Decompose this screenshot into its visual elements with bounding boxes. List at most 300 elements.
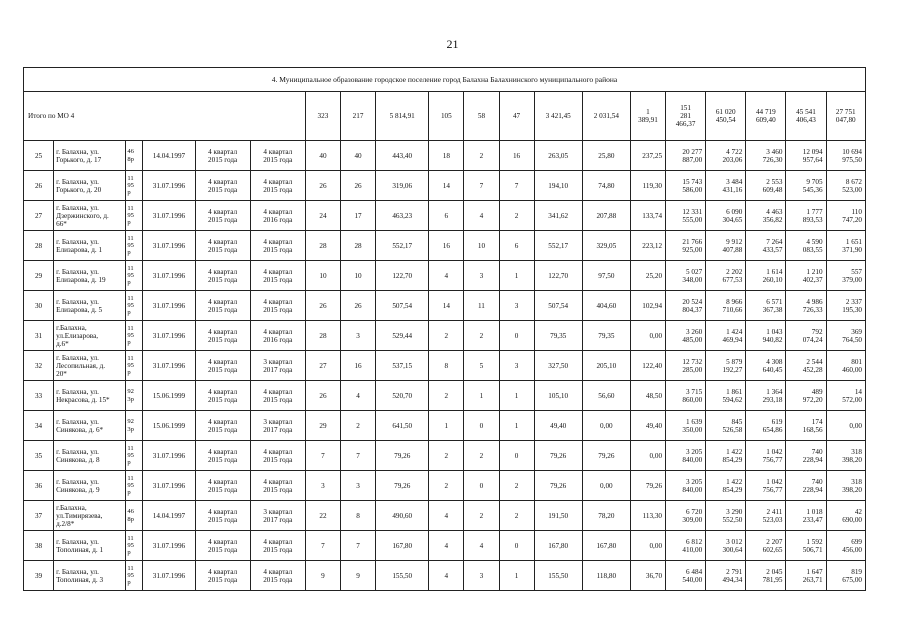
amount-cell bbox=[706, 351, 746, 381]
value-cell: 11 bbox=[464, 291, 499, 321]
amount-cell-line: 1 592 bbox=[806, 537, 823, 546]
amount-cell-line: 557 bbox=[851, 267, 862, 276]
actual-date-cell-line: 4 квартал bbox=[263, 207, 293, 216]
area-cell: 56,60 bbox=[582, 381, 630, 411]
area-cell: 79,26 bbox=[630, 471, 665, 501]
area-cell: 329,05 bbox=[582, 231, 630, 261]
document-cell-line: 11 bbox=[127, 294, 134, 302]
value-cell: 7 bbox=[499, 171, 534, 201]
amount-cell bbox=[746, 471, 786, 501]
amount-cell-line: 263,71 bbox=[802, 575, 823, 584]
document-cell bbox=[126, 531, 143, 561]
amount-cell-line: 506,71 bbox=[802, 545, 823, 554]
amount-cell-line: 747,20 bbox=[842, 215, 862, 224]
amount-cell bbox=[666, 231, 706, 261]
area-cell: 49,40 bbox=[630, 411, 665, 441]
value-cell: 9 bbox=[305, 561, 340, 591]
document-cell-line: 46 bbox=[127, 148, 134, 156]
document-cell-line: 95 bbox=[127, 241, 134, 249]
amount-cell-line: 3 205 bbox=[685, 477, 703, 486]
amount-cell-line: 5 879 bbox=[726, 357, 743, 366]
planned-date-cell bbox=[195, 291, 250, 321]
amount-cell bbox=[706, 411, 746, 441]
amount-cell bbox=[666, 531, 706, 561]
planned-date-cell bbox=[195, 351, 250, 381]
date-cell: 31.07.1996 bbox=[143, 531, 195, 561]
amount-cell-line: 1 042 bbox=[766, 447, 783, 456]
area-cell: 263,05 bbox=[534, 141, 582, 171]
amount-cell-line: 1 018 bbox=[806, 507, 823, 516]
area-cell: 79,26 bbox=[376, 471, 429, 501]
actual-date-cell-line: 2015 года bbox=[263, 155, 293, 164]
document-cell-line: р bbox=[127, 249, 131, 257]
amount-cell bbox=[666, 471, 706, 501]
value-cell: 1 bbox=[499, 561, 534, 591]
actual-date-cell bbox=[250, 441, 305, 471]
value-cell: 5 bbox=[464, 351, 499, 381]
row-number: 34 bbox=[24, 411, 54, 441]
planned-date-cell-line: 2015 года bbox=[208, 515, 238, 524]
amount-cell-line: 1 861 bbox=[726, 387, 743, 396]
planned-date-cell-line: 2015 года bbox=[208, 455, 238, 464]
date-cell: 31.07.1996 bbox=[143, 471, 195, 501]
actual-date-cell-line: 4 квартал bbox=[263, 327, 293, 336]
value-cell: 7 bbox=[305, 441, 340, 471]
area-cell: 0,00 bbox=[630, 441, 665, 471]
amount-cell bbox=[666, 291, 706, 321]
area-cell: 0,00 bbox=[582, 411, 630, 441]
table-row bbox=[24, 531, 866, 561]
total-cell-line: 450,54 bbox=[715, 116, 736, 124]
row-number: 29 bbox=[24, 261, 54, 291]
actual-date-cell-line: 2015 года bbox=[263, 305, 293, 314]
amount-cell-line: 4 722 bbox=[726, 147, 743, 156]
value-cell: 0 bbox=[464, 411, 499, 441]
amount-cell bbox=[706, 291, 746, 321]
address-cell-line: г. Балахна, ул. bbox=[56, 147, 99, 156]
amount-cell bbox=[746, 531, 786, 561]
address-cell bbox=[54, 411, 126, 441]
value-cell: 4 bbox=[341, 381, 376, 411]
resettlement-register-table bbox=[23, 67, 866, 591]
address-cell-line: Некрасова, д. 15* bbox=[56, 395, 110, 404]
amount-cell bbox=[706, 321, 746, 351]
amount-cell-line: 609,48 bbox=[762, 185, 783, 194]
value-cell: 2 bbox=[464, 441, 499, 471]
amount-cell bbox=[706, 561, 746, 591]
amount-cell-line: 2 337 bbox=[845, 297, 862, 306]
address-cell-line: Дзержинского, д. bbox=[56, 211, 109, 220]
total-cell bbox=[666, 92, 706, 141]
amount-cell-line: 1 424 bbox=[726, 327, 743, 336]
amount-cell bbox=[666, 171, 706, 201]
amount-cell-line: 8 966 bbox=[726, 297, 743, 306]
row-number: 30 bbox=[24, 291, 54, 321]
amount-cell-line: 675,00 bbox=[842, 575, 862, 584]
area-cell: 404,60 bbox=[582, 291, 630, 321]
value-cell: 2 bbox=[499, 201, 534, 231]
actual-date-cell-line: 3 квартал bbox=[263, 357, 293, 366]
amount-cell-line: 083,55 bbox=[802, 245, 823, 254]
amount-cell-line: 309,00 bbox=[682, 515, 703, 524]
amount-cell-line: 348,00 bbox=[682, 275, 703, 284]
amount-cell bbox=[786, 501, 826, 531]
amount-cell-line: 710,66 bbox=[722, 305, 743, 314]
amount-cell-line: 318 bbox=[851, 477, 862, 486]
row-number: 38 bbox=[24, 531, 54, 561]
amount-cell-line: 526,58 bbox=[722, 425, 743, 434]
total-cell: 323 bbox=[305, 92, 340, 141]
row-number: 32 bbox=[24, 351, 54, 381]
document-cell-line: 95 bbox=[127, 331, 134, 339]
actual-date-cell-line: 2015 года bbox=[263, 245, 293, 254]
amount-cell-line: 555,00 bbox=[682, 215, 703, 224]
amount-cell-line: 726,33 bbox=[802, 305, 823, 314]
actual-date-cell-line: 4 квартал bbox=[263, 177, 293, 186]
document-cell-line: 95 bbox=[127, 451, 134, 459]
actual-date-cell bbox=[250, 141, 305, 171]
area-cell: 155,50 bbox=[376, 561, 429, 591]
total-cell-line: 1 bbox=[646, 108, 650, 116]
area-cell: 79,35 bbox=[582, 321, 630, 351]
document-cell-line: 8р bbox=[127, 515, 134, 523]
amount-cell-line: 1 210 bbox=[806, 267, 823, 276]
amount-cell bbox=[666, 441, 706, 471]
actual-date-cell-line: 2015 года bbox=[263, 545, 293, 554]
planned-date-cell bbox=[195, 411, 250, 441]
amount-cell-line: 975,50 bbox=[842, 155, 862, 164]
address-cell bbox=[54, 231, 126, 261]
planned-date-cell bbox=[195, 201, 250, 231]
amount-cell bbox=[826, 381, 865, 411]
address-cell-line: 66* bbox=[56, 219, 67, 228]
value-cell: 2 bbox=[429, 381, 464, 411]
area-cell: 507,54 bbox=[376, 291, 429, 321]
planned-date-cell bbox=[195, 381, 250, 411]
actual-date-cell-line: 2015 года bbox=[263, 485, 293, 494]
row-number: 33 bbox=[24, 381, 54, 411]
value-cell: 26 bbox=[305, 171, 340, 201]
actual-date-cell-line: 2017 года bbox=[263, 425, 293, 434]
address-cell bbox=[54, 321, 126, 351]
address-cell bbox=[54, 291, 126, 321]
amount-cell bbox=[826, 471, 865, 501]
amount-cell-line: 586,00 bbox=[682, 185, 703, 194]
value-cell: 4 bbox=[429, 261, 464, 291]
total-cell: 217 bbox=[341, 92, 376, 141]
amount-cell-line: 1 651 bbox=[845, 237, 862, 246]
amount-cell-line: 293,18 bbox=[762, 395, 783, 404]
amount-cell-line: 1 364 bbox=[766, 387, 783, 396]
amount-cell bbox=[746, 411, 786, 441]
amount-cell-line: 174 bbox=[811, 417, 823, 426]
document-cell-line: р bbox=[127, 339, 131, 347]
table-row bbox=[24, 351, 866, 381]
value-cell: 27 bbox=[305, 351, 340, 381]
area-cell: 191,50 bbox=[534, 501, 582, 531]
address-cell bbox=[54, 171, 126, 201]
amount-cell bbox=[826, 561, 865, 591]
row-number: 26 bbox=[24, 171, 54, 201]
amount-cell-line: 489 bbox=[811, 387, 823, 396]
amount-cell-line: 3 205 bbox=[685, 447, 703, 456]
actual-date-cell bbox=[250, 411, 305, 441]
address-cell-line: Горького, д. 20 bbox=[56, 185, 102, 194]
amount-cell bbox=[746, 561, 786, 591]
area-cell: 25,20 bbox=[630, 261, 665, 291]
amount-cell-line: 10 694 bbox=[842, 147, 862, 156]
actual-date-cell bbox=[250, 471, 305, 501]
amount-cell-line: 356,82 bbox=[762, 215, 783, 224]
amount-cell-line: 2 045 bbox=[766, 567, 783, 576]
value-cell: 2 bbox=[429, 471, 464, 501]
amount-cell-line: 845 bbox=[731, 417, 743, 426]
planned-date-cell-line: 2015 года bbox=[208, 395, 238, 404]
area-cell: 167,80 bbox=[582, 531, 630, 561]
amount-cell-line: 371,90 bbox=[842, 245, 862, 254]
address-cell-line: д.6* bbox=[56, 339, 69, 348]
actual-date-cell bbox=[250, 321, 305, 351]
actual-date-cell-line: 4 квартал bbox=[263, 387, 293, 396]
address-cell-line: г. Балахна, ул. bbox=[56, 567, 99, 576]
amount-cell-line: 15 743 bbox=[682, 177, 703, 186]
date-cell: 15.06.1999 bbox=[143, 381, 195, 411]
amount-cell-line: 1 422 bbox=[726, 477, 743, 486]
amount-cell-line: 367,38 bbox=[762, 305, 783, 314]
document-cell bbox=[126, 351, 143, 381]
area-cell: 97,50 bbox=[582, 261, 630, 291]
table-row bbox=[24, 441, 866, 471]
area-cell: 0,00 bbox=[630, 321, 665, 351]
value-cell: 3 bbox=[499, 291, 534, 321]
address-cell-line: г. Балахна, ул. bbox=[56, 203, 99, 212]
address-cell-line: Синякова, д. 8 bbox=[56, 455, 100, 464]
amount-cell bbox=[826, 441, 865, 471]
area-cell: 122,70 bbox=[534, 261, 582, 291]
amount-cell-line: 460,00 bbox=[842, 365, 862, 374]
value-cell: 7 bbox=[305, 531, 340, 561]
date-cell: 31.07.1996 bbox=[143, 321, 195, 351]
amount-cell bbox=[786, 381, 826, 411]
planned-date-cell bbox=[195, 501, 250, 531]
amount-cell bbox=[666, 411, 706, 441]
value-cell: 3 bbox=[341, 321, 376, 351]
area-cell: 167,80 bbox=[376, 531, 429, 561]
amount-cell-line: 260,10 bbox=[762, 275, 783, 284]
planned-date-cell-line: 4 квартал bbox=[208, 177, 238, 186]
value-cell: 3 bbox=[341, 471, 376, 501]
value-cell: 26 bbox=[341, 171, 376, 201]
amount-cell-line: 9 912 bbox=[726, 237, 743, 246]
document-cell-line: 11 bbox=[127, 534, 134, 542]
value-cell: 14 bbox=[429, 171, 464, 201]
value-cell: 28 bbox=[305, 321, 340, 351]
document-cell-line: 95 bbox=[127, 181, 134, 189]
address-cell-line: Синякова, д. 6* bbox=[56, 425, 104, 434]
total-cell: 47 bbox=[499, 92, 534, 141]
actual-date-cell bbox=[250, 261, 305, 291]
area-cell: 79,26 bbox=[376, 441, 429, 471]
amount-cell bbox=[746, 441, 786, 471]
address-cell-line: д.2/8* bbox=[56, 519, 75, 528]
value-cell: 0 bbox=[464, 471, 499, 501]
area-cell: 520,70 bbox=[376, 381, 429, 411]
value-cell: 4 bbox=[464, 531, 499, 561]
planned-date-cell-line: 2015 года bbox=[208, 155, 238, 164]
table-row bbox=[24, 471, 866, 501]
amount-cell-line: 640,45 bbox=[762, 365, 783, 374]
amount-cell-line: 4 463 bbox=[766, 207, 783, 216]
date-cell: 31.07.1996 bbox=[143, 171, 195, 201]
address-cell bbox=[54, 351, 126, 381]
actual-date-cell-line: 2015 года bbox=[263, 185, 293, 194]
amount-cell-line: 854,29 bbox=[722, 455, 743, 464]
date-cell: 31.07.1996 bbox=[143, 261, 195, 291]
planned-date-cell-line: 2015 года bbox=[208, 335, 238, 344]
value-cell: 1 bbox=[464, 381, 499, 411]
amount-cell-line: 940,82 bbox=[762, 335, 783, 344]
actual-date-cell bbox=[250, 351, 305, 381]
amount-cell-line: 756,77 bbox=[762, 455, 783, 464]
amount-cell-line: 485,00 bbox=[682, 335, 703, 344]
address-cell-line: г. Балахна, ул. bbox=[56, 297, 99, 306]
value-cell: 22 bbox=[305, 501, 340, 531]
amount-cell-line: 398,20 bbox=[842, 455, 862, 464]
total-cell bbox=[706, 92, 746, 141]
address-cell bbox=[54, 441, 126, 471]
total-cell-line: 609,40 bbox=[755, 116, 776, 124]
value-cell: 2 bbox=[464, 501, 499, 531]
document-cell-line: 11 bbox=[127, 474, 134, 482]
value-cell: 2 bbox=[429, 441, 464, 471]
amount-cell bbox=[666, 201, 706, 231]
planned-date-cell-line: 4 квартал bbox=[208, 237, 238, 246]
amount-cell-line: 552,50 bbox=[722, 515, 743, 524]
document-cell-line: 95 bbox=[127, 361, 134, 369]
document-cell-line: 92 bbox=[127, 418, 134, 426]
table-row bbox=[24, 141, 866, 171]
document-cell bbox=[126, 171, 143, 201]
actual-date-cell-line: 4 квартал bbox=[263, 537, 293, 546]
planned-date-cell bbox=[195, 321, 250, 351]
amount-cell bbox=[786, 531, 826, 561]
amount-cell bbox=[826, 231, 865, 261]
actual-date-cell-line: 4 квартал bbox=[263, 447, 293, 456]
amount-cell bbox=[826, 501, 865, 531]
amount-cell bbox=[706, 441, 746, 471]
area-cell: 79,26 bbox=[582, 441, 630, 471]
area-cell: 167,80 bbox=[534, 531, 582, 561]
amount-cell-line: 12 732 bbox=[682, 357, 703, 366]
amount-cell bbox=[746, 261, 786, 291]
document-cell bbox=[126, 561, 143, 591]
actual-date-cell bbox=[250, 231, 305, 261]
planned-date-cell-line: 4 квартал bbox=[208, 507, 238, 516]
amount-cell-line: 192,27 bbox=[722, 365, 743, 374]
amount-cell bbox=[786, 201, 826, 231]
actual-date-cell-line: 2015 года bbox=[263, 275, 293, 284]
area-cell: 48,50 bbox=[630, 381, 665, 411]
amount-cell-line: 494,34 bbox=[722, 575, 743, 584]
value-cell: 10 bbox=[341, 261, 376, 291]
planned-date-cell-line: 2015 года bbox=[208, 365, 238, 374]
date-cell: 31.07.1996 bbox=[143, 441, 195, 471]
value-cell: 6 bbox=[429, 201, 464, 231]
total-cell-line: 281 bbox=[680, 112, 691, 120]
amount-cell-line: 1 614 bbox=[766, 267, 783, 276]
address-cell-line: г. Балахна, ул. bbox=[56, 447, 99, 456]
total-cell bbox=[826, 92, 865, 141]
amount-cell-line: 6 090 bbox=[726, 207, 743, 216]
planned-date-cell bbox=[195, 531, 250, 561]
amount-cell-line: 456,00 bbox=[842, 545, 862, 554]
actual-date-cell bbox=[250, 201, 305, 231]
value-cell: 4 bbox=[429, 561, 464, 591]
document-cell-line: 11 bbox=[127, 264, 134, 272]
address-cell-line: Елизарова, д. 1 bbox=[56, 245, 103, 254]
table-row bbox=[24, 411, 866, 441]
planned-date-cell bbox=[195, 441, 250, 471]
total-cell-line: 27 751 bbox=[835, 108, 856, 116]
amount-cell bbox=[746, 171, 786, 201]
value-cell: 1 bbox=[499, 411, 534, 441]
amount-cell-line: 654,86 bbox=[762, 425, 783, 434]
area-cell: 237,25 bbox=[630, 141, 665, 171]
area-cell: 0,00 bbox=[582, 471, 630, 501]
amount-cell-line: 3 460 bbox=[766, 147, 783, 156]
total-cell: 5 814,91 bbox=[376, 92, 429, 141]
value-cell: 6 bbox=[499, 231, 534, 261]
planned-date-cell-line: 4 квартал bbox=[208, 477, 238, 486]
area-cell: 641,50 bbox=[376, 411, 429, 441]
amount-cell bbox=[786, 321, 826, 351]
section-header-row bbox=[24, 68, 866, 92]
amount-cell-line: 3 260 bbox=[685, 327, 703, 336]
amount-cell bbox=[746, 141, 786, 171]
amount-cell-line: 6 812 bbox=[685, 537, 703, 546]
date-cell: 15.06.1999 bbox=[143, 411, 195, 441]
amount-cell-line: 690,00 bbox=[842, 515, 862, 524]
value-cell: 17 bbox=[341, 201, 376, 231]
amount-cell bbox=[706, 171, 746, 201]
amount-cell-line: 792 bbox=[811, 327, 823, 336]
document-cell-line: 11 bbox=[127, 564, 134, 572]
row-number: 35 bbox=[24, 441, 54, 471]
amount-cell bbox=[746, 201, 786, 231]
amount-cell-line: 740 bbox=[811, 477, 823, 486]
amount-cell bbox=[826, 201, 865, 231]
document-cell-line: 11 bbox=[127, 204, 134, 212]
planned-date-cell bbox=[195, 141, 250, 171]
amount-cell bbox=[826, 351, 865, 381]
value-cell: 10 bbox=[305, 261, 340, 291]
amount-cell-line: 2 791 bbox=[726, 567, 743, 576]
amount-cell-line: 398,20 bbox=[842, 485, 862, 494]
amount-cell bbox=[666, 261, 706, 291]
amount-cell-line: 764,50 bbox=[842, 335, 862, 344]
actual-date-cell bbox=[250, 501, 305, 531]
address-cell bbox=[54, 381, 126, 411]
area-cell: 118,80 bbox=[582, 561, 630, 591]
address-cell bbox=[54, 261, 126, 291]
amount-cell-line: 203,06 bbox=[722, 155, 743, 164]
document-cell-line: 11 bbox=[127, 354, 134, 362]
amount-cell bbox=[826, 531, 865, 561]
area-cell: 207,88 bbox=[582, 201, 630, 231]
value-cell: 2 bbox=[499, 471, 534, 501]
total-cell: 2 031,54 bbox=[582, 92, 630, 141]
document-cell-line: 3р bbox=[127, 425, 134, 433]
